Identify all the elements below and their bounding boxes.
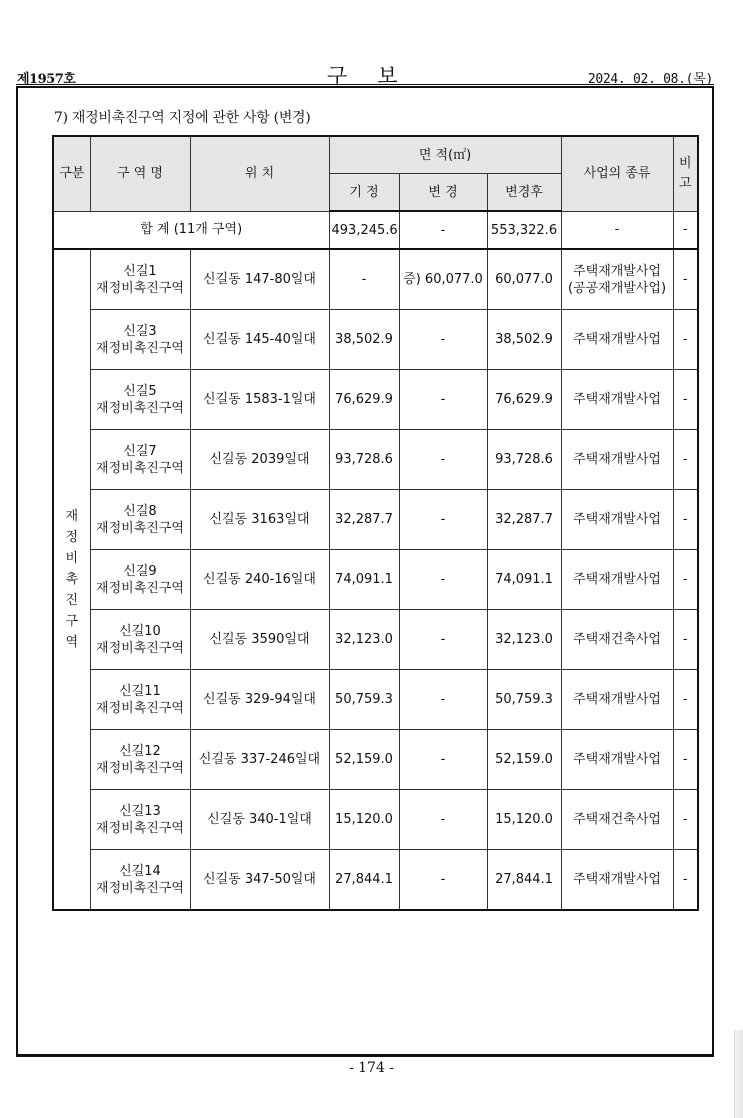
area-after xyxy=(487,550,561,610)
area-after-text: 50,759.3 xyxy=(495,692,553,707)
area-after-text: 32,123.0 xyxy=(495,632,553,647)
project-type-text: 주택재개발사업 xyxy=(573,332,661,347)
area-change xyxy=(399,790,487,850)
area-before-text: 76,629.9 xyxy=(335,392,393,407)
total-row xyxy=(53,211,698,249)
project-type xyxy=(561,550,673,610)
area-change xyxy=(399,610,487,670)
area-after xyxy=(487,310,561,370)
area-change-text: - xyxy=(440,632,446,647)
header-location: 위 치 xyxy=(190,136,329,211)
zone-name xyxy=(90,730,190,790)
zone-name-text: 재정비촉진구역 xyxy=(96,700,184,716)
area-before-text: 74,091.1 xyxy=(335,572,393,587)
area-before xyxy=(329,490,399,550)
total-label: 합 계 (11개 구역) xyxy=(53,211,329,249)
zone-location-text: 신길동 340-1일대 xyxy=(207,812,312,827)
area-change-text: - xyxy=(440,572,446,587)
zone-name-text: 재정비촉진구역 xyxy=(96,760,184,776)
zone-name-text: 재정비촉진구역 xyxy=(96,400,184,416)
zone-name-text: 재정비촉진구역 xyxy=(96,460,184,476)
page-edge-shadow xyxy=(734,1030,743,1118)
project-type xyxy=(561,730,673,790)
publication-date: 2024. 02. 08.(목) xyxy=(587,72,713,87)
zone-name-text: 재정비촉진구역 xyxy=(96,820,184,836)
header-rule xyxy=(16,84,714,85)
area-before xyxy=(329,850,399,911)
area-change-text: - xyxy=(440,692,446,707)
project-type-text: 주택재개발사업 xyxy=(573,752,661,767)
zone-name xyxy=(90,670,190,730)
area-before xyxy=(329,550,399,610)
area-change-text: - xyxy=(440,812,446,827)
category-char: 역 xyxy=(65,635,79,650)
area-after-text: 76,629.9 xyxy=(495,392,553,407)
category-char: 재 xyxy=(65,509,79,524)
remarks-text: - xyxy=(682,392,688,407)
remarks-text: - xyxy=(682,812,688,827)
zone-location xyxy=(190,850,329,911)
remarks xyxy=(673,370,698,430)
area-change-text: 증) 60,077.0 xyxy=(403,272,483,287)
table-row xyxy=(53,490,698,550)
issue-number: 제1957호 xyxy=(17,72,76,87)
zone-location-text: 신길동 3590일대 xyxy=(209,632,310,647)
area-after-text: 27,844.1 xyxy=(495,872,553,887)
project-type xyxy=(561,670,673,730)
area-before xyxy=(329,730,399,790)
total-project-type: - xyxy=(561,211,673,249)
remarks xyxy=(673,610,698,670)
area-before xyxy=(329,249,399,310)
zone-name-text: 재정비촉진구역 xyxy=(96,280,184,296)
area-before-text: 50,759.3 xyxy=(335,692,393,707)
remarks xyxy=(673,730,698,790)
area-change xyxy=(399,490,487,550)
zone-location-text: 신길동 329-94일대 xyxy=(203,692,316,707)
category-char: 진 xyxy=(65,593,79,608)
zone-name-text: 재정비촉진구역 xyxy=(96,340,184,356)
header-project-type: 사업의 종류 xyxy=(561,136,673,211)
area-before xyxy=(329,610,399,670)
remarks-text: - xyxy=(682,452,688,467)
zone-name-text: 신길8 xyxy=(123,503,157,519)
remarks-text: - xyxy=(682,752,688,767)
zone-location xyxy=(190,370,329,430)
area-change xyxy=(399,670,487,730)
area-before-text: - xyxy=(361,272,367,287)
zone-name-text: 신길12 xyxy=(119,743,161,759)
zone-location-text: 신길동 145-40일대 xyxy=(203,332,316,347)
remarks-text: - xyxy=(682,512,688,527)
table-row xyxy=(53,310,698,370)
category-label xyxy=(53,249,90,910)
zone-location xyxy=(190,730,329,790)
project-type-text: 주택재개발사업 xyxy=(573,872,661,887)
area-after xyxy=(487,790,561,850)
page-number: - 174 - xyxy=(348,1060,395,1076)
zone-location xyxy=(190,430,329,490)
area-after xyxy=(487,670,561,730)
zone-location-text: 신길동 147-80일대 xyxy=(203,272,316,287)
zone-name xyxy=(90,610,190,670)
remarks-text: - xyxy=(682,632,688,647)
zone-location xyxy=(190,790,329,850)
project-type xyxy=(561,370,673,430)
zone-name-text: 신길1 xyxy=(123,263,157,279)
zone-location xyxy=(190,310,329,370)
area-change-text: - xyxy=(440,872,446,887)
area-before-text: 38,502.9 xyxy=(335,332,393,347)
zone-name-text: 신길7 xyxy=(123,443,157,459)
area-change xyxy=(399,249,487,310)
area-after xyxy=(487,370,561,430)
page-header xyxy=(17,62,713,86)
area-change xyxy=(399,730,487,790)
zone-location xyxy=(190,670,329,730)
zone-name-text: 신길10 xyxy=(119,623,161,639)
area-before-text: 32,287.7 xyxy=(335,512,393,527)
zone-location xyxy=(190,610,329,670)
project-type xyxy=(561,490,673,550)
header-zone-name: 구 역 명 xyxy=(90,136,190,211)
remarks xyxy=(673,490,698,550)
remarks-text: - xyxy=(682,692,688,707)
header-remarks xyxy=(673,136,698,211)
zone-location-text: 신길동 1583-1일대 xyxy=(203,392,316,407)
area-after-text: 74,091.1 xyxy=(495,572,553,587)
zone-location-text: 신길동 337-246일대 xyxy=(198,752,321,767)
table-row xyxy=(53,610,698,670)
area-after-text: 15,120.0 xyxy=(495,812,553,827)
total-change: - xyxy=(399,211,487,249)
project-type-text: 주택재개발사업 xyxy=(573,512,661,527)
remarks xyxy=(673,550,698,610)
table-row xyxy=(53,790,698,850)
area-before-text: 15,120.0 xyxy=(335,812,393,827)
zone-location-text: 신길동 3163일대 xyxy=(209,512,310,527)
publication-title: 구보 xyxy=(327,64,428,88)
area-before xyxy=(329,310,399,370)
table-row xyxy=(53,430,698,490)
area-change xyxy=(399,850,487,911)
zone-name-text: 재정비촉진구역 xyxy=(96,580,184,596)
area-after-text: 52,159.0 xyxy=(495,752,553,767)
header-area-after: 변경후 xyxy=(487,174,561,212)
table-row xyxy=(53,730,698,790)
zone-table xyxy=(52,135,699,911)
category-char: 촉 xyxy=(65,572,79,587)
area-after-text: 38,502.9 xyxy=(495,332,553,347)
area-after-text: 60,077.0 xyxy=(495,272,553,287)
category-char: 구 xyxy=(65,614,79,629)
zone-name-text: 재정비촉진구역 xyxy=(96,880,184,896)
table-row xyxy=(53,249,698,310)
project-type-text: 주택재개발사업 xyxy=(573,392,661,407)
header-area-before: 기 정 xyxy=(329,174,399,212)
zone-name-text: 신길3 xyxy=(123,323,157,339)
total-before: 493,245.6 xyxy=(329,211,399,249)
table-row xyxy=(53,670,698,730)
remarks-text: - xyxy=(682,332,688,347)
zone-name-text: 신길11 xyxy=(119,683,161,699)
header-category: 구분 xyxy=(53,136,90,211)
category-char: 정 xyxy=(65,530,79,545)
area-change-text: - xyxy=(440,332,446,347)
area-after-text: 93,728.6 xyxy=(495,452,553,467)
table-row xyxy=(53,370,698,430)
area-before xyxy=(329,790,399,850)
zone-name-text: 신길9 xyxy=(123,563,157,579)
area-after xyxy=(487,850,561,911)
area-change xyxy=(399,550,487,610)
zone-name-text: 재정비촉진구역 xyxy=(96,520,184,536)
area-after xyxy=(487,490,561,550)
zone-name-text: 신길14 xyxy=(119,863,161,879)
zone-name xyxy=(90,790,190,850)
remarks-text: - xyxy=(682,572,688,587)
zone-location-text: 신길동 240-16일대 xyxy=(203,572,316,587)
zone-location xyxy=(190,249,329,310)
zone-name xyxy=(90,430,190,490)
area-change-text: - xyxy=(440,392,446,407)
header-row xyxy=(53,136,698,174)
zone-name xyxy=(90,490,190,550)
zone-name-text: 재정비촉진구역 xyxy=(96,640,184,656)
zone-name xyxy=(90,850,190,911)
section-title: 7) 재정비촉진구역 지정에 관한 사항 (변경) xyxy=(54,110,311,126)
project-type xyxy=(561,430,673,490)
zone-location-text: 신길동 2039일대 xyxy=(209,452,310,467)
remarks-text: - xyxy=(682,872,688,887)
project-type-text: 주택재건축사업 xyxy=(573,812,661,827)
category-char: 비 xyxy=(65,551,79,566)
project-type-text: 주택재개발사업 xyxy=(573,452,661,467)
area-after-text: 32,287.7 xyxy=(495,512,553,527)
zone-name xyxy=(90,249,190,310)
area-change xyxy=(399,310,487,370)
project-type-text: 주택재개발사업 xyxy=(573,263,661,279)
project-type-text: 주택재개발사업 xyxy=(573,572,661,587)
zone-location xyxy=(190,490,329,550)
remarks xyxy=(673,790,698,850)
project-type-text: 주택재개발사업 xyxy=(573,692,661,707)
area-after xyxy=(487,430,561,490)
project-type-text: (공공재개발사업) xyxy=(568,280,667,296)
area-change-text: - xyxy=(440,512,446,527)
total-after: 553,322.6 xyxy=(487,211,561,249)
header-area: 면 적(㎡) xyxy=(329,136,561,174)
zone-name xyxy=(90,310,190,370)
header-remarks-text: 비고 xyxy=(679,155,692,191)
area-before-text: 32,123.0 xyxy=(335,632,393,647)
project-type-text: 주택재건축사업 xyxy=(573,632,661,647)
remarks-text: - xyxy=(682,272,688,287)
zone-name-text: 신길5 xyxy=(123,383,157,399)
project-type xyxy=(561,249,673,310)
table-row xyxy=(53,550,698,610)
remarks xyxy=(673,430,698,490)
area-change xyxy=(399,430,487,490)
zone-name-text: 신길13 xyxy=(119,803,161,819)
area-before xyxy=(329,430,399,490)
area-change-text: - xyxy=(440,452,446,467)
area-after xyxy=(487,249,561,310)
header-area-change: 변 경 xyxy=(399,174,487,212)
area-change xyxy=(399,370,487,430)
area-after xyxy=(487,730,561,790)
area-before xyxy=(329,370,399,430)
area-after xyxy=(487,610,561,670)
remarks xyxy=(673,249,698,310)
project-type xyxy=(561,790,673,850)
area-before-text: 52,159.0 xyxy=(335,752,393,767)
zone-name xyxy=(90,370,190,430)
area-before xyxy=(329,670,399,730)
zone-name xyxy=(90,550,190,610)
area-change-text: - xyxy=(440,752,446,767)
remarks xyxy=(673,850,698,911)
project-type xyxy=(561,310,673,370)
project-type xyxy=(561,610,673,670)
total-remarks: - xyxy=(673,211,698,249)
area-before-text: 27,844.1 xyxy=(335,872,393,887)
zone-location-text: 신길동 347-50일대 xyxy=(203,872,316,887)
project-type xyxy=(561,850,673,911)
area-before-text: 93,728.6 xyxy=(335,452,393,467)
remarks xyxy=(673,310,698,370)
table-row xyxy=(53,850,698,911)
remarks xyxy=(673,670,698,730)
zone-location xyxy=(190,550,329,610)
